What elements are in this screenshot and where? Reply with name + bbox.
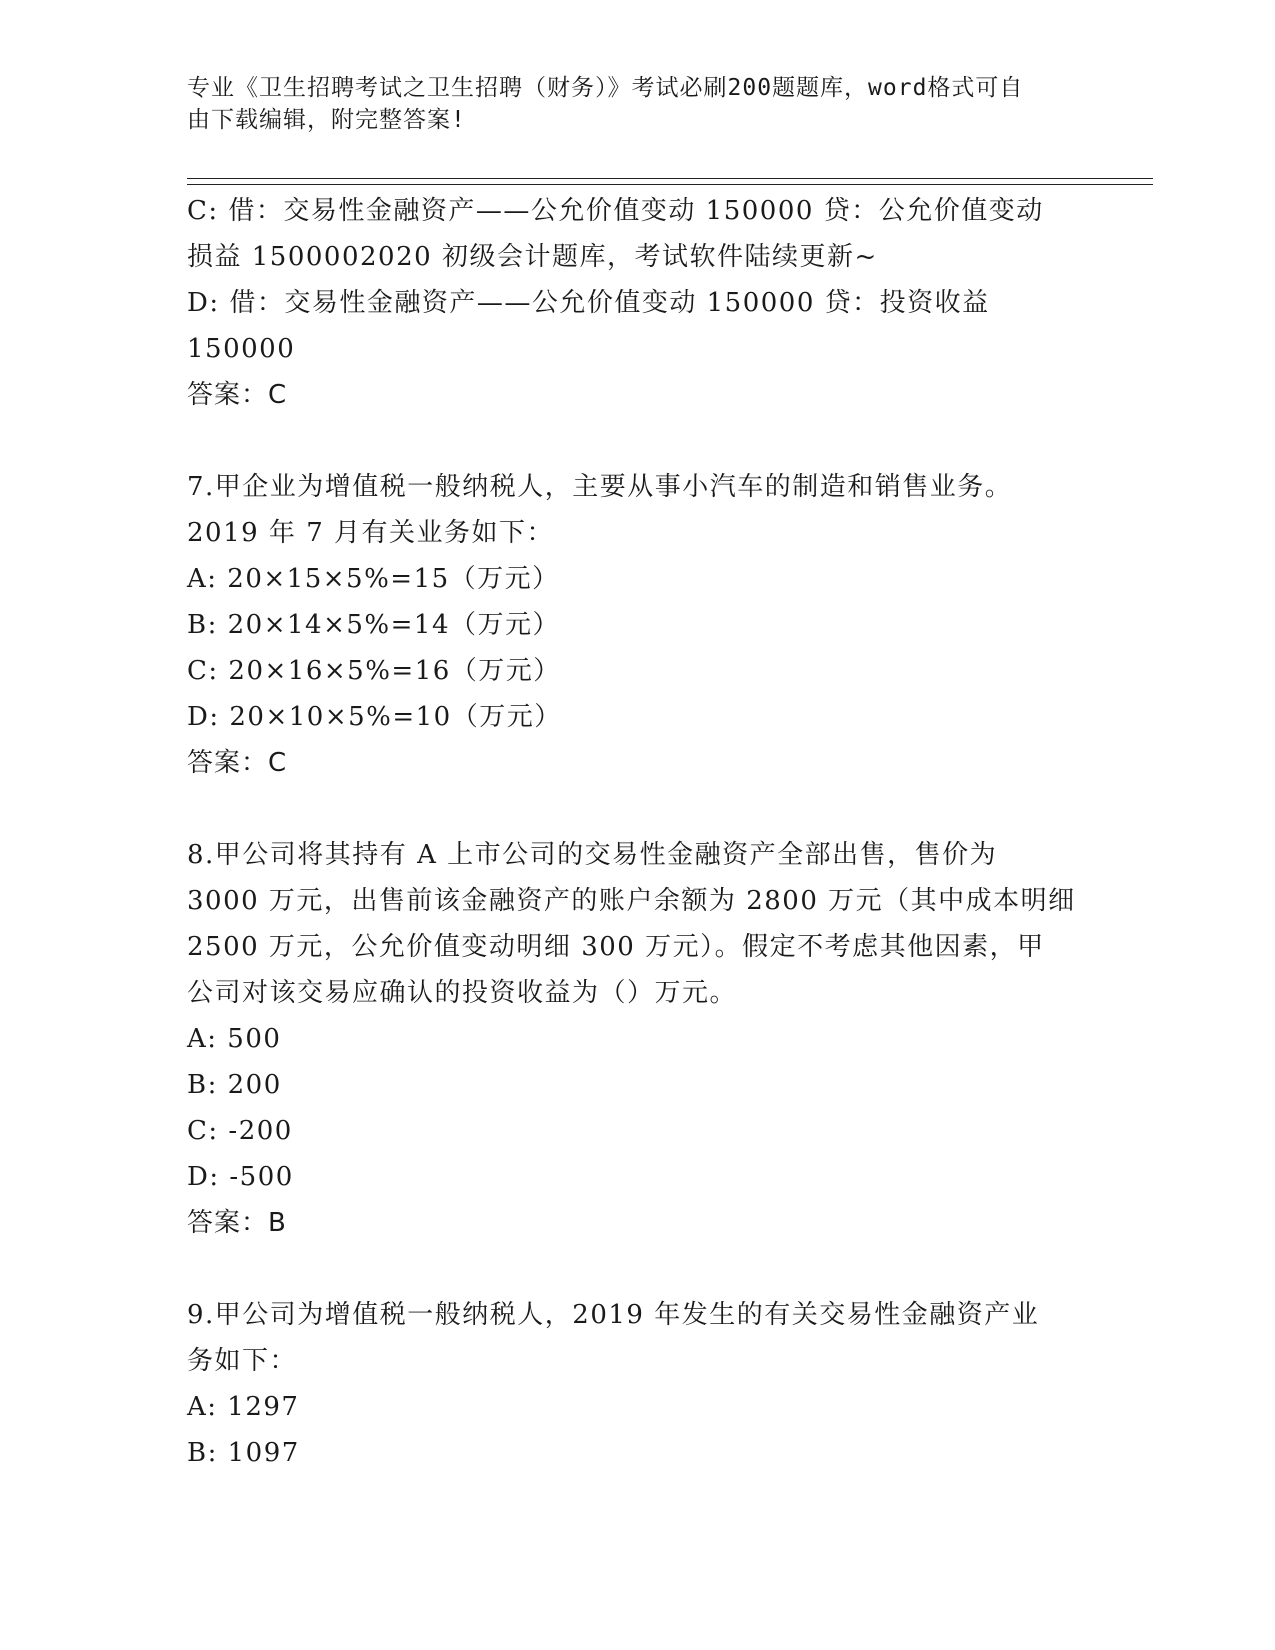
answer-label: 答案：B [187, 1208, 287, 1238]
question-stem-line-1: 9.甲公司为增值税一般纳税人，2019 年发生的有关交易性金融资产业 [187, 1300, 1040, 1330]
question-stem-line-3: 2500 万元，公允价值变动明细 300 万元）。假定不考虑其他因素，甲 [187, 932, 1045, 962]
option-b: B: 200 [187, 1070, 282, 1100]
option-c-line-2: 损益 1500002020 初级会计题库，考试软件陆续更新~ [187, 242, 878, 272]
spacer [187, 786, 1087, 832]
option-a: A: 500 [187, 1024, 282, 1054]
header-divider-top [187, 178, 1153, 179]
previous-question-tail [187, 188, 1087, 418]
option-b: B: 1097 [187, 1438, 300, 1468]
option-b: B: 20×14×5%=14（万元） [187, 610, 560, 640]
option-d: D: -500 [187, 1162, 294, 1192]
header-line-1: 专业《卫生招聘考试之卫生招聘（财务）》考试必刷200题题库，word格式可自 [187, 75, 1024, 101]
header-line-2: 由下载编辑，附完整答案! [187, 107, 466, 133]
question-8 [187, 832, 1087, 1246]
question-stem-line-4: 公司对该交易应确认的投资收益为（）万元。 [187, 978, 738, 1008]
question-stem-line-2: 3000 万元，出售前该金融资产的账户余额为 2800 万元（其中成本明细 [187, 886, 1076, 916]
option-d-line-2: 150000 [187, 334, 296, 364]
option-a: A: 1297 [187, 1392, 300, 1422]
option-c: C: -200 [187, 1116, 293, 1146]
question-stem-line-1: 8.甲公司将其持有 A 上市公司的交易性金融资产全部出售，售价为 [187, 840, 998, 870]
option-c: C: 20×16×5%=16（万元） [187, 656, 561, 686]
option-a: A: 20×15×5%=15（万元） [187, 564, 560, 594]
question-stem-line-2: 务如下： [187, 1346, 298, 1376]
option-c-line-1: C: 借：交易性金融资产——公允价值变动 150000 贷：公允价值变动 [187, 196, 1044, 226]
question-stem-line-1: 7.甲企业为增值税一般纳税人，主要从事小汽车的制造和销售业务。 [187, 472, 1013, 502]
question-9 [187, 1292, 1087, 1476]
header-divider-bottom [187, 184, 1153, 185]
spacer [187, 418, 1087, 464]
question-7 [187, 464, 1087, 786]
option-d-line-1: D: 借：交易性金融资产——公允价值变动 150000 贷：投资收益 [187, 288, 990, 318]
option-d: D: 20×10×5%=10（万元） [187, 702, 562, 732]
spacer [187, 1246, 1087, 1292]
page-header [187, 72, 1067, 136]
question-content [187, 188, 1087, 1476]
answer-label: 答案：C [187, 380, 288, 410]
question-stem-line-2: 2019 年 7 月有关业务如下： [187, 518, 555, 548]
answer-label: 答案：C [187, 748, 288, 778]
